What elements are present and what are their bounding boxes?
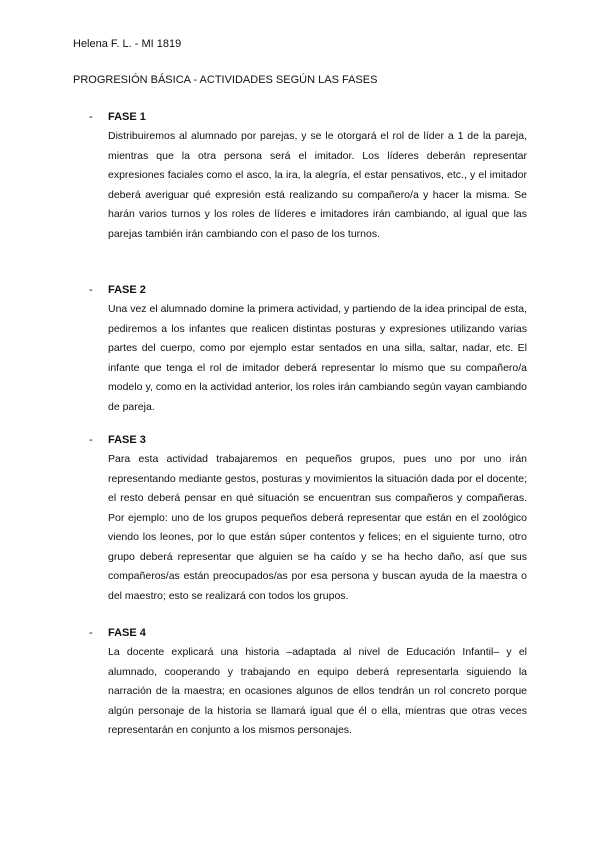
list-bullet: - bbox=[89, 284, 93, 296]
phase-2-text: Una vez el alumnado domine la primera actividad, y partiendo de la idea principal de esta, pediremos a los infantes que realicen distintas posturas y expresiones utilizando varias partes del cuerpo, como por ejemplo estar sentados en una silla, saltar, nadar, etc. El infante que tenga el rol de imitador deberá representar lo mismo que su compañero/a modelo y, como en la actividad anterior, los roles irán cambiando según vayan cambiando de pareja. bbox=[108, 303, 527, 413]
phase-3-heading bbox=[89, 432, 527, 448]
phase-3-section bbox=[89, 432, 527, 606]
phase-1-section bbox=[89, 109, 527, 244]
phase-2-section bbox=[89, 282, 527, 417]
author-header: Helena F. L. - MI 1819 bbox=[73, 38, 182, 50]
list-bullet: - bbox=[89, 627, 93, 639]
list-bullet: - bbox=[89, 111, 93, 123]
phase-4-heading bbox=[89, 625, 527, 641]
phase-1-heading bbox=[89, 109, 527, 125]
phase-3-text: Para esta actividad trabajaremos en pequeños grupos, pues uno por uno irán representando mediante gestos, posturas y movimientos la situación dada por el docente; el resto deberá pensar en qué situación se encuentran sus compañeros y compañeras. Por ejemplo: uno de los grupos pequeños deberá representar que están en el zoológico viendo los leones, por lo que están súper contentos y felices; en el siguiente turno, otro grupo deberá representar que alguien se ha caído y se ha hecho daño, así que sus compañeros/as están preocupados/as por esa persona y buscan ayuda de la maestra o del maestro; esto se realizará con todos los grupos. bbox=[108, 453, 527, 602]
phase-2-title: FASE 2 bbox=[108, 284, 146, 296]
phase-2-heading bbox=[89, 282, 527, 298]
phase-4-text: La docente explicará una historia –adaptada al nivel de Educación Infantil– y el alumnado, cooperando y trabajando en equipo deberá representarla siguiendo la narración de la maestra; en ocasiones algunos de ellos tendrán un rol concreto porque algún personaje de la historia se llamará igual que él o ella, mientras que otras veces representarán en conjunto a los mismos personajes. bbox=[108, 646, 527, 736]
phase-4-title: FASE 4 bbox=[108, 627, 146, 639]
phase-4-section bbox=[89, 625, 527, 741]
phase-3-title: FASE 3 bbox=[108, 434, 146, 446]
document-title: PROGRESIÓN BÁSICA - ACTIVIDADES SEGÚN LAS FASES bbox=[73, 74, 378, 86]
phase-1-text: Distribuiremos al alumnado por parejas, y se le otorgará el rol de líder a 1 de la pareja, mientras que la otra persona será el imitador. Los líderes deberán representar expresiones faciales como el asco, la ira, la alegría, el estar pensativos, etc., y el imitador deberá averiguar qué expresión está realizando su compañero/a y hacer la misma. Se harán varios turnos y los roles de líderes e imitadores irán cambiando, al igual que las parejas también irán cambiando con el paso de los turnos. bbox=[108, 130, 527, 240]
phase-1-title: FASE 1 bbox=[108, 111, 146, 123]
list-bullet: - bbox=[89, 434, 93, 446]
